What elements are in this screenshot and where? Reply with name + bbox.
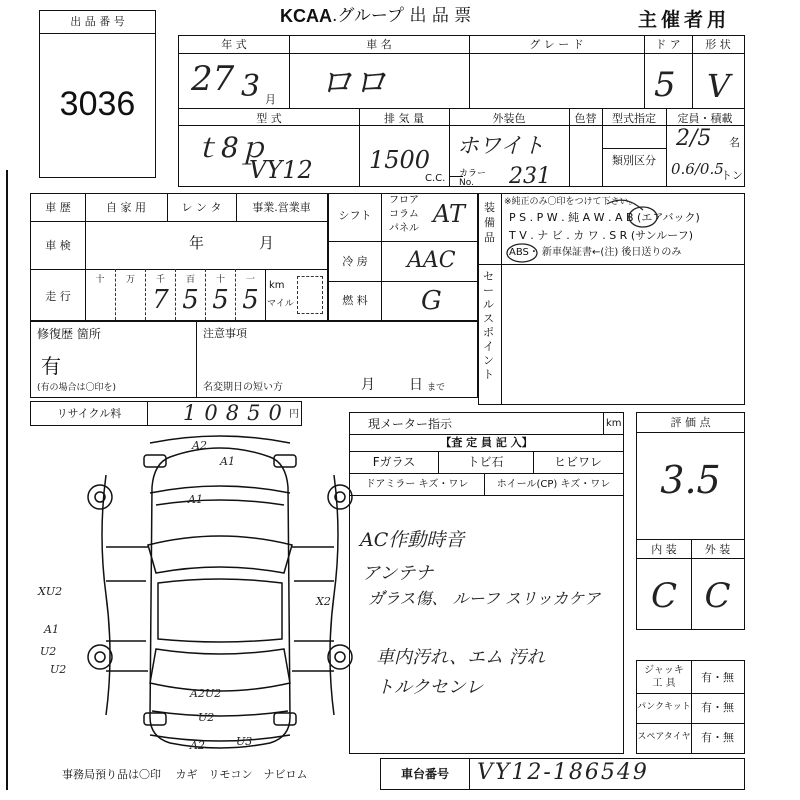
color-value: ホワイト — [457, 134, 545, 159]
business-option: 事業.営業車 — [252, 201, 311, 214]
damage-mark-j: A2 — [190, 739, 205, 752]
mileage-digit-label: 万 — [125, 275, 135, 285]
grades-box — [636, 412, 745, 630]
history-label: 車 歴 — [45, 201, 71, 214]
mileage-digit-cell — [205, 269, 235, 320]
private-use-option: 自 家 用 — [106, 201, 146, 214]
lot-number-value: 3036 — [59, 85, 136, 123]
shift-value: AT — [433, 200, 466, 228]
brand-logo: KCAA — [280, 6, 332, 26]
equipment-line-1: P S . P W . 純 A W . A B (エアバック) — [509, 211, 700, 224]
puncture-kit-label: パンクキット — [637, 702, 691, 712]
inspection-year-unit: 年 — [189, 234, 205, 252]
shape-value: V — [707, 67, 731, 105]
color-no-label: カラー No. — [459, 169, 487, 188]
inspection-month-unit: 月 — [259, 234, 275, 252]
model-value-1: ｔ8ｐ — [193, 131, 267, 164]
office-items: 事務局預り品は〇印 カギ リモコン ナビロム — [62, 768, 308, 781]
shift-option-column: コラム — [389, 209, 419, 220]
recycle-box — [30, 401, 302, 426]
model-label: 型 式 — [256, 112, 282, 125]
rental-option: レ ン タ — [181, 201, 222, 214]
equipment-line-2: T V . ナ ビ . カ ワ . S R (サンルーフ) — [509, 229, 694, 242]
mileage-digit-cell — [235, 269, 265, 320]
score-value: 3.5 — [660, 458, 721, 502]
equipment-left-box — [328, 193, 478, 321]
damage-mark-d: A1 — [44, 623, 59, 636]
lot-number-box — [39, 10, 156, 178]
mileage-digits — [85, 269, 265, 320]
load-unit: トン — [721, 169, 743, 182]
name-change-until: まで — [427, 383, 446, 393]
door-label: ド ア — [655, 38, 681, 51]
load-value: 0.6/0.5 — [671, 160, 724, 178]
car-damage-diagram — [38, 435, 360, 775]
door-mirror-label: ドアミラー キズ・ワレ — [365, 479, 469, 490]
equipment-note: ※純正のみ〇印をつけて下さい。 — [504, 197, 638, 207]
capacity-value: 2/5 — [676, 126, 712, 151]
displacement-value: 1500 — [369, 146, 431, 174]
mileage-digit-value: 7 — [152, 285, 169, 315]
color-no-value: 231 — [509, 164, 551, 189]
mileage-digit-label: 千 — [155, 275, 165, 285]
km-unit: km — [269, 280, 285, 291]
shape-label: 形 状 — [705, 38, 731, 51]
vehicle-info-grid — [178, 35, 745, 187]
inspection-label: 車 検 — [45, 239, 71, 252]
f-glass-label: Fガラス — [372, 455, 416, 469]
exterior-value: C — [704, 576, 731, 616]
shift-label: シフト — [338, 209, 372, 222]
crack-label: ヒビワレ — [553, 455, 602, 469]
equipment-options-box — [478, 193, 745, 405]
mileage-digit-cell — [85, 269, 115, 320]
jack-option[interactable]: 有・無 — [701, 671, 734, 684]
capacity-label: 定員・積載 — [677, 112, 733, 125]
recycle-value: 10850 — [183, 401, 290, 425]
interior-label: 内 装 — [651, 543, 677, 556]
inspection-comments-box — [349, 412, 624, 754]
mileage-digit-label: 十 — [95, 275, 105, 285]
type-designation-label: 型式指定 — [612, 112, 656, 125]
chassis-value: VY12-186549 — [477, 760, 649, 785]
chassis-box — [380, 758, 745, 790]
shift-option-panel: パネル — [389, 223, 419, 234]
inspector-section-label: 【査 定 員 記 入】 — [440, 436, 533, 449]
ac-value: AAC — [407, 248, 456, 273]
category-label: 類別区分 — [612, 154, 656, 167]
year-label: 年 式 — [221, 38, 247, 51]
damage-mark-l: A1 — [220, 455, 235, 468]
year-month-value: 3 — [241, 69, 261, 104]
sales-point-label: セールスポイント — [483, 270, 494, 381]
mileage-digit-value: 5 — [242, 285, 259, 315]
form-title: .グループ 出 品 票 — [332, 6, 472, 26]
mileage-digit-value: 5 — [182, 285, 199, 315]
damage-mark-b: A2 — [192, 439, 207, 452]
comment-line-4: 車内汚れ、エム 汚れ — [376, 647, 545, 668]
interior-value: C — [650, 576, 677, 616]
displacement-label: 排 気 量 — [384, 112, 424, 125]
comment-line-2: アンテナ — [362, 563, 434, 584]
mileage-digit-label: 百 — [185, 275, 195, 285]
spare-tire-option[interactable]: 有・無 — [701, 731, 734, 744]
model-value-2: VY12 — [249, 156, 313, 184]
copy-type: 主催者用 — [638, 9, 731, 31]
equipment-label: 装 備 品 — [484, 201, 495, 244]
score-label: 評 価 点 — [670, 416, 711, 429]
history-box — [30, 193, 328, 321]
puncture-kit-option[interactable]: 有・無 — [701, 701, 734, 714]
comment-line-1: AC作動時音 — [360, 529, 465, 551]
damage-mark-c: XU2 — [38, 585, 63, 598]
name-change-label: 名変期日の短い方 — [203, 382, 283, 393]
grade-label: グ レ ー ド — [529, 38, 584, 51]
repair-note: (有の場合は〇印を) — [37, 383, 117, 393]
name-change-month: 月 — [361, 377, 375, 393]
tools-box — [636, 660, 745, 754]
ac-label: 冷 房 — [342, 255, 368, 268]
color-change-label: 色替 — [574, 112, 597, 125]
stone-chip-label: トビ石 — [467, 455, 504, 469]
repair-box — [30, 321, 478, 398]
damage-mark-a: A1 — [188, 493, 203, 506]
color-label: 外装色 — [492, 112, 526, 125]
door-value: 5 — [654, 65, 676, 105]
damage-mark-k: U3 — [236, 735, 253, 748]
lot-number-label: 出 品 番 号 — [70, 15, 125, 28]
comment-line-3: ガ゙ラス傷、 ルーフ スリッカケア — [368, 589, 601, 608]
recycle-unit: 円 — [289, 409, 299, 420]
comment-line-5: トルクセンレ — [376, 677, 484, 698]
equipment-line-3: ABS・ 新車保証書←(注) 後日送りのみ — [509, 247, 682, 258]
mileage-digit-cell — [145, 269, 175, 320]
chassis-label: 車台番号 — [400, 767, 449, 781]
capacity-unit: 名 — [729, 136, 740, 149]
meter-km-unit: km — [606, 418, 622, 429]
repair-value: 有 — [41, 354, 61, 378]
recycle-label: リサイクル料 — [56, 407, 122, 420]
wheel-label: ホイール(CP) キズ・ワレ — [496, 479, 611, 490]
meter-label: 現メーター指示 — [368, 417, 453, 431]
name-change-day: 日 — [409, 377, 423, 393]
ab-circle-mark — [479, 194, 480, 195]
damage-mark-i: X2 — [316, 595, 331, 608]
car-name-label: 車 名 — [366, 38, 392, 51]
shift-option-floor: フロア — [389, 195, 419, 206]
damage-mark-f: U2 — [50, 663, 67, 676]
damage-mark-e: U2 — [40, 645, 57, 658]
fuel-label: 燃 料 — [342, 294, 368, 307]
mile-unit: マイル — [267, 299, 294, 309]
mileage-digit-label: 一 — [245, 275, 255, 285]
year-value: 27 — [191, 59, 235, 99]
mileage-digit-value: 5 — [212, 285, 229, 315]
spare-tire-label: スペアタイヤ — [637, 732, 691, 742]
mileage-label: 走 行 — [45, 290, 71, 303]
damage-mark-g: A2U2 — [190, 687, 222, 700]
notes-label: 注意事項 — [203, 327, 247, 340]
cc-unit: C.C. — [425, 173, 446, 184]
damage-mark-h: U2 — [198, 711, 215, 724]
year-month-unit: 月 — [265, 93, 276, 106]
mileage-digit-cell — [115, 269, 145, 320]
jack-label: ジャッキ 工 具 — [644, 665, 684, 689]
mileage-digit-label: 十 — [215, 275, 225, 285]
mileage-digit-cell — [175, 269, 205, 320]
exterior-label: 外 装 — [704, 543, 731, 556]
car-name-value: ロロ — [319, 63, 387, 103]
repair-label: 修復歴 箇所 — [37, 327, 101, 341]
fuel-value: G — [421, 286, 442, 316]
